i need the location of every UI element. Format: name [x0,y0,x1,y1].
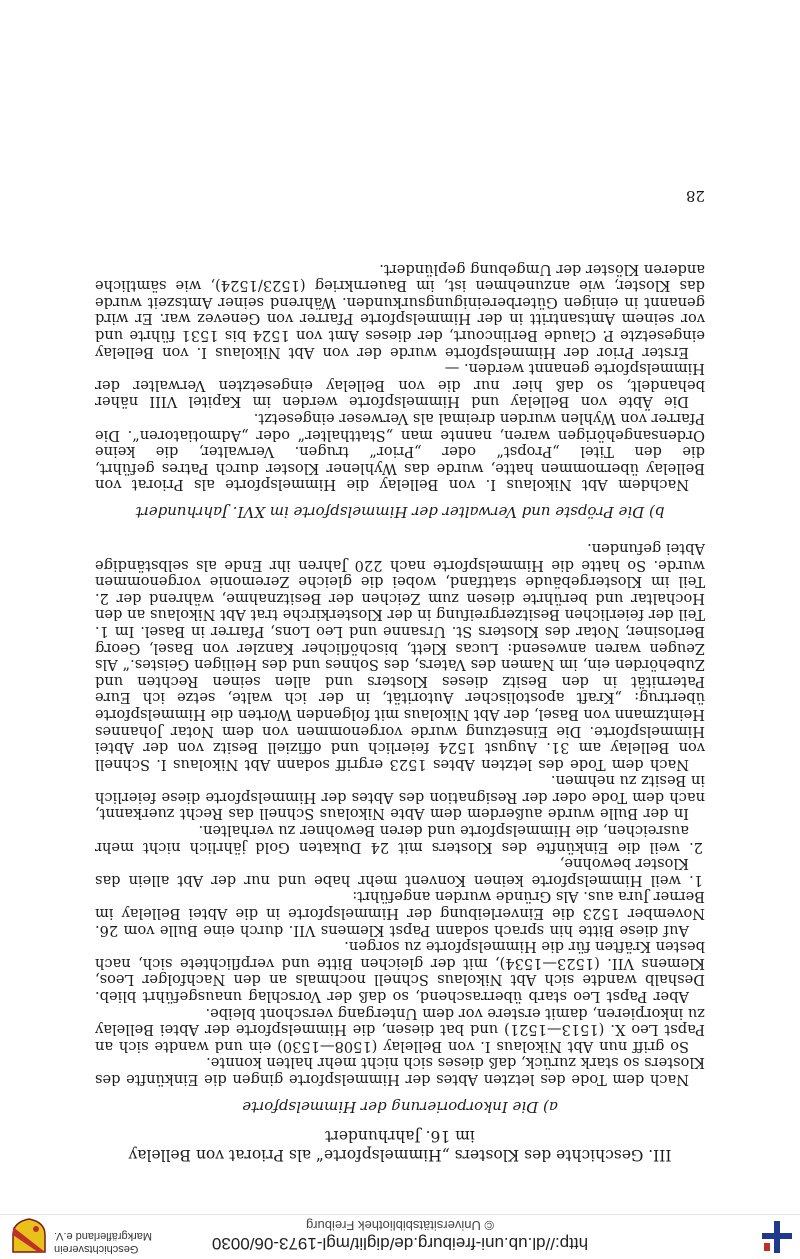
paragraph-2: So griff nun Abt Nikolaus I. von Bellelay (1508—1530) ein und wandte sich an Papst Leo X. (1513—1521) und bat diesen, die Himmelspforte der Abtei Bellelay zu inkorpieren, damit erstere vor dem Untergang verschont bleibe. [95,1004,705,1055]
society-label-line1: Geschichtsverein [54,1243,139,1255]
list-item-1: 1. weil Himmelspforte keinen Konvent mehr habe und nur der Abt allein das Kloster bewohne, [95,855,703,889]
paragraph-7: Nachdem Abt Nikolaus I. von Bellelay die Himmelspforte als Priorat von Bellelay übernommen hatte, wurde das Wyhlener Kloster durch Patres geführt, die den Titel „Propst“ oder „Prior“ trugen. Verwalter, die keine Ordensangehörigen waren, nannte man „Statthalter“ oder „Admotiatoren“. Die Pfarrer von Wyhlen wurden dreimal als Verweser eingesetzt. [95,410,705,494]
paragraph-1: Nach dem Tode des letzten Abtes der Himmelspforte gingen die Einkünfte des Klosters so stark zurück, daß dieses sich nicht mehr halten konnte. [95,1054,705,1088]
chapter-title-line2: im 16. Jahrhundert [325,1127,475,1145]
paragraph-3: Aber Papst Leo starb überraschend, so daß der Vorschlag unausgeführt blieb. Deshalb wandte sich Abt Nikolaus Schnell nochmals an den Nachfolger Leos, Klemens VII. (1523—1534), mit der gleichen Bitte und verpflichtete sich, nach besten Kräften für die Himmelspforte zu sorgen. [95,938,705,1006]
header-bar [0,1214,800,1259]
list-item-2: 2. weil die Einkünfte des Klosters mit 24 Dukaten Gold jährlich nicht mehr ausreichen, die Himmelspforte und deren Bewohner zu verhalten. [95,822,703,856]
paragraph-8: Die Äbte von Bellelay und Himmelspforte werden im Kapitel VIII näher behandelt, so daß hier nur die von Bellelay eingesetzten Verwalter der Himmelspforte genannt werden. — [95,360,705,411]
society-label [54,1229,160,1255]
coat-of-arms-icon [10,1217,48,1255]
subheading-a: a) Die Inkorporierung der Himmelspforte [242,1098,558,1116]
paragraph-5: In der Bulle wurde außerdem dem Abte Nikolaus Schnell das Recht zuerkannt, nach dem Tode oder der Resignation des Abtes der Himmelspforte diese feierlich in Besitz zu nehmen. [95,772,705,823]
paragraph-9: Erster Prior der Himmelspforte wurde der von Abt Nikolaus I. von Bellelay eingesetzte P. Claude Berlincourt, der dieses Amt von 1524 bis 1531 führte und vor seinem Amtsantritt in der Himmelspforte Pfarrer von Genevez war. Er wird genannt in einigen Güterbereinigungsurkunden. Während seiner Amtszeit wurde das Kloster, wie anzunehmen ist, im Bauernkrieg (1523/1524), wie sämtliche anderen Klöster der Umgebung geplündert. [95,260,705,361]
page-number: 28 [685,187,705,205]
chapter-title [95,1126,705,1164]
paragraph-6: Nach dem Tode des letzten Abtes 1523 ergriff sodann Abt Nikolaus I. Schnell von Bellelay am 31. August 1524 feierlich und offiziell Besitz von der Abtei Himmelspforte. Die Einsetzung wurde vorgenommen von dem Notar Johannes Heintzmann von Basel, der Abt Nikolaus mit folgenden Worten die Himmelspforte übertrug: „Kraft apostolischer Autorität, in der ich walte, setze ich Eure Paternität in den Besitz dieses Klosters und allen seinen Rechten und Zubehörden ein, im Namen des Vaters, des Sohnes und des Heiligen Geistes.“ Als Zeugen waren anwesend: Lucas Klett, bischöflicher Kanzler von Basel, Georg Berlosiner, Notar des Klosters St. Ursanne und Leo Lons, Pfarrer in Basel. Im 1. Teil der feierlichen Besitzergreifung in der Klosterkirche trat Abt Nikolaus an den Hochaltar und berührte diesen zum Zeichen der Besitznahme, während der 2. Teil im Klostergebäude stattfand, wobei die gleiche Zeremonie vorgenommen wurde. So hatte die Himmelspforte nach 220 Jahren ihr Ende als selbständige Abtei gefunden. [95,540,705,773]
chapter-title-line1: III. Geschichte des Klosters „Himmelspforte“ als Priorat von Bellelay [128,1146,672,1164]
source-url[interactable]: http://dl.ub.uni-freiburg.de/diglit/mgl-1973-06/0030 [211,1234,589,1253]
paragraph-4: Auf diese Bitte hin sprach sodann Papst Klemens VII. durch eine Bulle vom 26. November 1523 die Einverleibung der Himmelspforte in die Abtei Bellelay im Berner Jura aus. Als Gründe wurden angeführt: [95,888,705,939]
copyright-line: © Universitätsbibliothek Freiburg [305,1218,495,1233]
subheading-b: b) Die Pröpste und Verwalter der Himmelspforte im XVI. Jahrhundert [135,503,665,522]
document-body [95,260,705,1164]
society-label-line2: Markgräflerland e.V. [54,1230,153,1242]
